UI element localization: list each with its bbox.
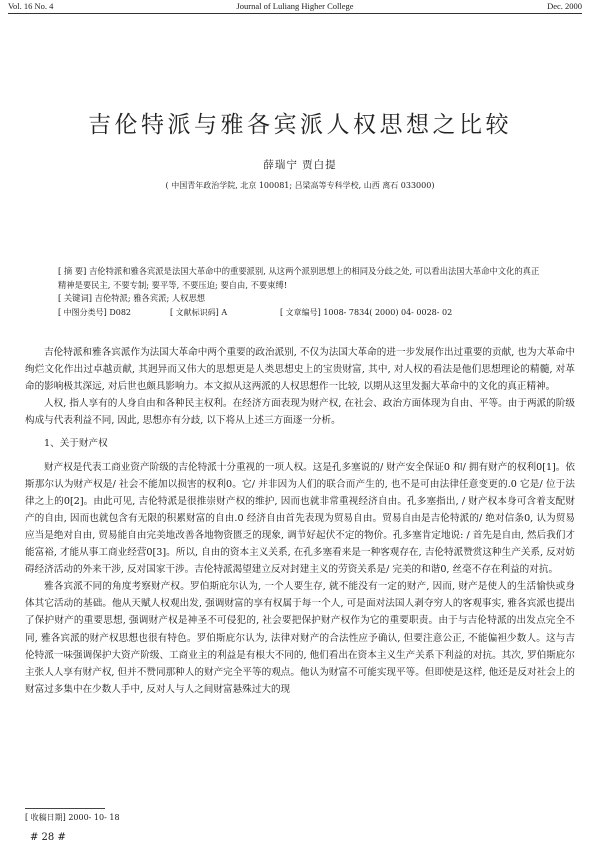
header-date: Dec. 2000 <box>547 1 582 11</box>
abstract-keywords: [ 关键词] 吉伦特派; 雅各宾派; 人权思想 <box>58 293 206 303</box>
authors: 薛瑞宁 贾白提 <box>263 159 337 171</box>
affiliation: ( 中国青年政治学院, 北京 100081; 吕梁高等专科学校, 山西 离石 033000) <box>165 181 435 190</box>
abstract-meta <box>58 306 542 320</box>
page-number: # 28 # <box>30 832 66 843</box>
body-paragraph: 人权, 指人享有的人身自由和各种民主权利。在经济方面表现为财产权, 在社会、政治方面体现为自由、平等。由于两派的阶级构成与代表利益不同, 因此, 思想亦有分歧, 以下将从上述三方面逐一分析。 <box>25 398 575 427</box>
section-heading: 1、关于财产权 <box>44 438 108 450</box>
body-paragraph: 吉伦特派和雅各宾派作为法国大革命中两个重要的政治派别, 不仅为法国大革命的进一步发展作出过重要的贡献, 也为大革命中绚烂文化作出过卓越贡献, 其迥异而又伟大的思想更是人类思想史上的宝贵财富, 其中, 对人权的看法是他们思想理论的精髓, 对革命的影响极其深远, 对后世也颇具影响力。本文拟从这两派的人权思想作一比较, 以期从这里发掘大革命中的文化的真正精神。 <box>25 347 575 393</box>
article-title: 吉伦特派与雅各宾派人权思想之比较 <box>88 112 512 138</box>
header-volume: Vol. 16 No. 4 <box>8 1 54 11</box>
received-date-footnote: [ 收稿日期] 2000- 10- 18 <box>25 808 105 823</box>
header-journal: Journal of Luliang Higher College <box>236 1 354 11</box>
document-code: [ 文献标识码] A <box>170 307 228 317</box>
article-body <box>25 344 575 698</box>
clc-number: [ 中图分类号] D082 <box>58 307 132 317</box>
body-paragraph: 雅各宾派不同的角度考察财产权。罗伯斯庇尔认为, 一个人要生存, 就不能没有一定的财产, 因而, 财产是使人的生活愉快或身体其它活动的基础。他从天赋人权观出发, 强调财富的享有权属于每一个人, 可是面对法国人剥夺穷人的客观事实, 雅各宾派也提出了保护财产的重要思想, 强调财产权是神圣不可侵犯的, 社会要把保护财产权作为它的重要职责。由于与吉伦特派的出发点完全不同, 雅各宾派的财产权思想也很有特色。罗伯斯庇尔认为, 法律对财产的合法性应予确认, 但要注意公正, 不能偏袒少数人。这与吉伦特派一味强调保护大资产阶级、工商业主的利益是有根大不同的, 他们看出在资本主义生产关系下利益的对抗。其次, 罗伯斯庇尔主张人人享有财产权, 但并不赞同那种人的财产完全平等的观点。他认为财富不可能实现平等。但即使是这样, 他还是反对社会上的财富过多集中在少数人手中, 反对人与人之间财富悬殊过大的现 <box>25 581 575 695</box>
running-header <box>8 0 582 14</box>
abstract-block <box>58 265 542 319</box>
body-paragraph: 财产权是代表工商业资产阶级的吉伦特派十分重视的一项人权。这是孔多塞说的/ 财产安全保证0 和/ 拥有财产的权利0[1]。依斯那尔认为财产权是/ 社会不能加以损害的权利0。它/ 并非因为人们的联合而产生的, 也不是可由法律任意变更的.0 它是/ 位于法律之上的0[2]。由此可见, 吉伦特派是很推崇财产权的维护, 因而也就非常重视经济自由。孔多塞指出, / 财产权本身可含着支配财产的自由, 因而也就包含有无限的积累财富的自由.0 经济自由首先表现为贸易自由。贸易自由是吉伦特派的/ 绝对信条0, 认为贸易应当是绝对自由, 贸易能自由完美地改善各地物资匮乏的现象, 调节好起伏不定的物价。孔多塞肯定地说: / 首先是自由, 然后我们才能富裕, 才能从事工商业经营0[3]。所以, 自由的资本主义关系, 在孔多塞看来是一种客观存在, 吉伦特派赞赏这种生产关系, 反对妨碍经济活动的外来干涉, 反对国家干涉。吉伦特派渴望建立反对封建主义的劳资关系是/ 完美的和谐0, 丝毫不存在利益的对抗。 <box>25 461 576 576</box>
abstract-summary: [ 摘 要] 吉伦特派和雅各宾派是法国大革命中的重要派别, 从这两个派别思想上的相同及分歧之处, 可以看出法国大革命中文化的真正精神是要民主, 不要专制; 要平等, 不要压迫; 要自由, 不要束缚! <box>58 266 540 290</box>
article-number: [ 文章编号] 1008- 7834( 2000) 04- 0028- 02 <box>280 307 453 317</box>
